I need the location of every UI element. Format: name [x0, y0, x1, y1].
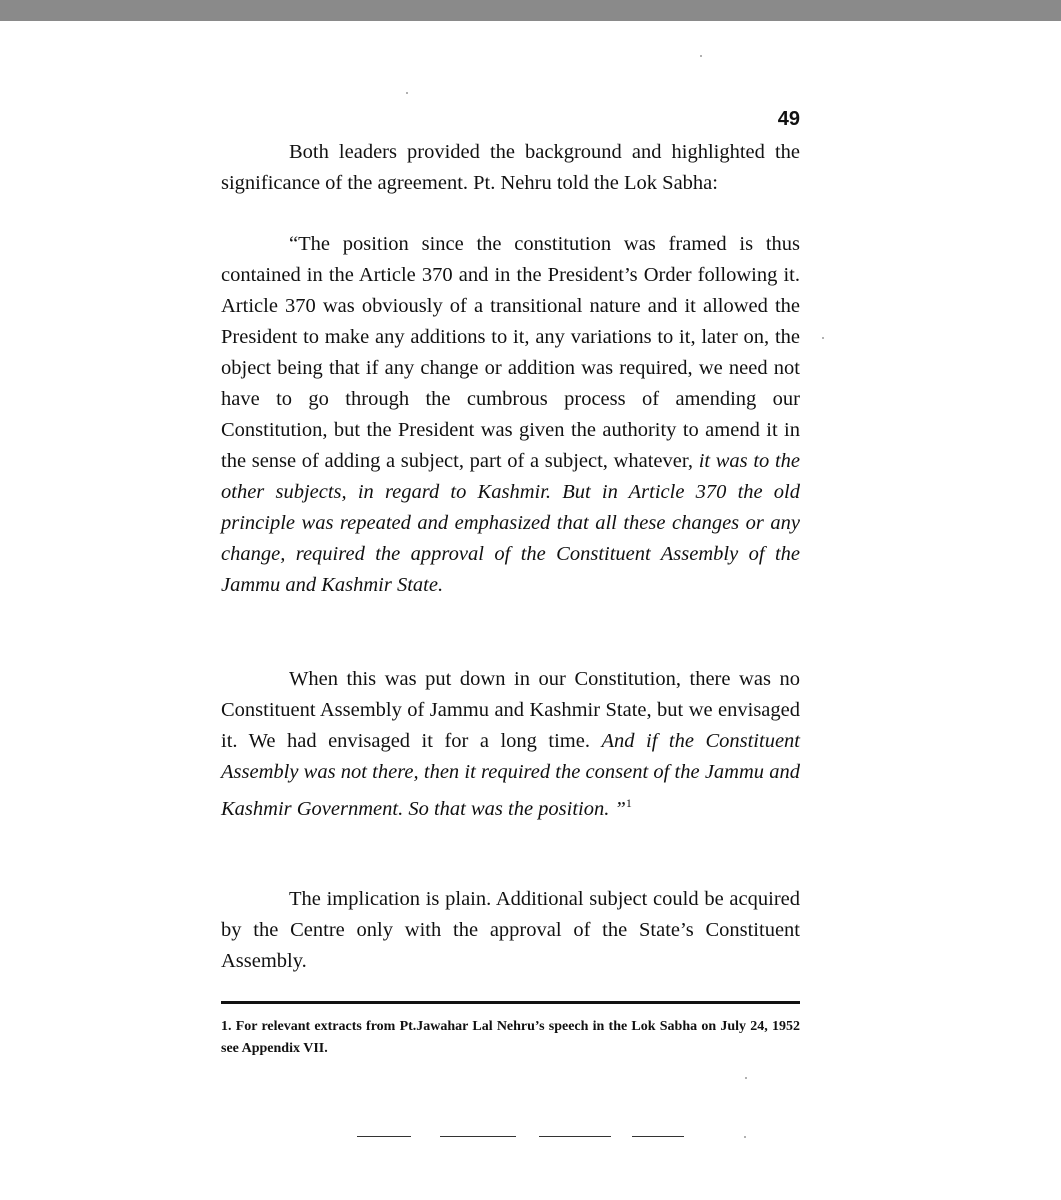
footnote-divider — [221, 1001, 800, 1004]
scan-speck — [406, 92, 408, 94]
scan-speck — [822, 337, 824, 339]
scan-speck — [700, 55, 702, 57]
footer-dash — [539, 1136, 611, 1137]
paragraph-conclusion — [221, 884, 800, 977]
quote-paragraph-2-italic: And if the Constituent Assembly was not there, then it required the consent of the Jammu and Kashmir Government. So that was the position. ” — [221, 730, 800, 820]
paragraph-conclusion-text: The implication is plain. Additional subject could be acquired by the Centre only with the approval of the State’s Constituent Assembly. — [221, 888, 800, 972]
page-number: 49 — [777, 108, 800, 130]
footnote-marker[interactable]: 1 — [625, 796, 632, 810]
paragraph-intro-text: Both leaders provided the background and highlighted the significance of the agreement. Pt. Nehru told the Lok Sabha: — [221, 141, 800, 194]
quote-paragraph-2 — [221, 664, 800, 825]
quote-paragraph-2-plain: When this was put down in our Constitution, there was no Constituent Assembly of Jammu and Kashmir State, but we envisaged it. We had envisaged it for a long time. — [221, 668, 800, 752]
scan-speck — [745, 1077, 747, 1079]
quote-paragraph-1-italic: it was to the other subjects, in regard to Kashmir. But in Article 370 the old principle was repeated and emphasized that all these changes or any change, required the approval of the Constituent Assembly of the Jammu and Kashmir State. — [221, 450, 800, 596]
quote-paragraph-1-plain: “The position since the constitution was framed is thus contained in the Article 370 and in the President’s Order following it. Article 370 was obviously of a transitional nature and it allowed the President to make any additions to it, any variations to it, later on, the object being that if any change or addition was required, we need not have to go through the cumbrous process of amending our Constitution, but the President was given the authority to amend it in the sense of adding a subject, part of a subject, whatever, — [221, 233, 800, 472]
footer-dash — [440, 1136, 516, 1137]
quote-paragraph-1 — [221, 229, 800, 601]
scan-speck — [744, 1136, 746, 1138]
footer-dash — [632, 1136, 684, 1137]
viewer-top-bar — [0, 0, 1061, 21]
paragraph-intro — [221, 137, 800, 199]
footer-dash — [357, 1136, 411, 1137]
footnote: 1. For relevant extracts from Pt.Jawahar Lal Nehru’s speech in the Lok Sabha on July 24, 1952 see Appendix VII. — [221, 1019, 800, 1056]
